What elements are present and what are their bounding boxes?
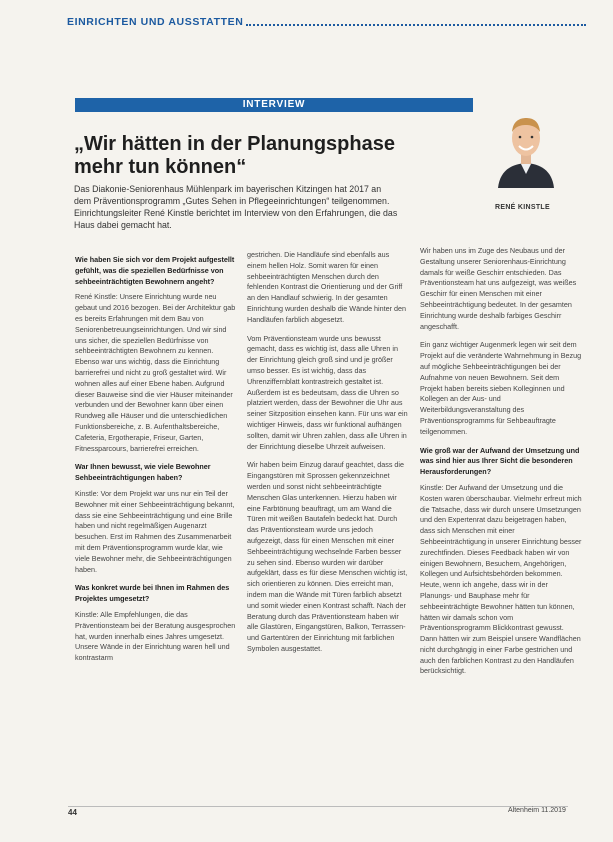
interview-question: Wie haben Sie sich vor dem Projekt aufgestellt gefühlt, was die speziellen Bedürfnisse von sehbeeinträchtigten Bewohnern angeht? <box>75 255 235 286</box>
portrait-photo <box>494 108 558 188</box>
portrait-caption: RENÉ KINSTLE <box>495 204 550 211</box>
text-column-1 <box>75 255 237 672</box>
interview-question: War Ihnen bewusst, wie viele Bewohner Sehbeeinträchtigungen haben? <box>75 462 211 483</box>
interview-answer: Ein ganz wichtiger Augenmerk legen wir seit dem Projekt auf die veränderte Wahrnehmung in Bezug auf mögliche Sehbeeinträchtigungen bei der Aufnahme von neuen Bewohnern. Seit dem Projekt haben bereits sieben Kolleginnen und Kollegen an der Aus- und Weiterbildungsveranstaltung des Präventionsprogramms für Sehbeauftragte teilgenommen. <box>420 340 582 436</box>
footer-rule <box>68 806 568 807</box>
interview-question: Wie groß war der Aufwand der Umsetzung und was sind hier aus Ihrer Sicht die besonderen Herausforderungen? <box>420 445 580 477</box>
interview-answer: René Kinstle: Unsere Einrichtung wurde neu gebaut und 2016 bezogen. Bei der Architektur gab es bereits Erfahrungen mit dem Bau von Seniorenbetreuungseinrichtungen. Und wir sind uns sicher, die speziellen Bedürfnisse von sehbeeinträchtigten Bewohnern zu kennen. Ebenso war uns wichtig, dass die Einrichtung barrierefrei und nicht zu groß gestaltet wird. Wir wohnen alles auf einer Ebene haben. Aufgrund dieser Bauweise sind die vier Häuser miteinander verbunden und der Bewohner kann über einen Rundweg alle Häuser und die unterschiedlichen Funktionsbereiche, z. B. Aufenthaltsbereiche, Cafeteria, Ergotherapie, Friseur, Garten, Fitnessparcours, barrierefrei erreichen. <box>75 292 236 453</box>
interview-banner: INTERVIEW <box>75 98 473 112</box>
interview-answer: Kinstle: Alle Empfehlungen, die das Präventionsteam bei der Beratung ausgesprochen hat, wurden innerhalb eines Jahres umgesetzt. Unsere Wände in der Einrichtung waren hell und kontrastarm <box>75 609 236 663</box>
section-divider <box>246 24 586 26</box>
interview-question: Was konkret wurde bei Ihnen im Rahmen des Projektes umgesetzt? <box>75 583 230 604</box>
text-column-3 <box>420 246 582 685</box>
interview-answer: Kinstle: Vor dem Projekt war uns nur ein Teil der Bewohner mit einer Sehbeeinträchtigung bekannt, dass sie eine Sehbeeinträchtigung und eine Brille haben und nicht regelmäßigen Augenarzt besuchen. Erst im Rahmen des Zusammenarbeit mit dem Präventionsprogramm wurde klar, wie viele Bewohner mehr, die Sehbeeinträchtigungen haben. <box>75 488 235 574</box>
interview-answer: Vom Präventionsteam wurde uns bewusst gemacht, dass es wichtig ist, dass alle Uhren in der Einrichtung gleich groß sind und je größer umso besser. Es ist wichtig, dass das Uhrenziffernblatt kontrastreich gestaltet ist. Außerdem ist es bedeutsam, dass die Uhren so platziert werden, dass der Bewohner die Uhr aus seiner Sitzposition einsehen kann. Für uns war ein wichtiger Hinweis, dass wir funktional aufhängen sollten, damit wir Uhren zahlen, dass alle Uhren in der Einrichtung dieselbe Uhrzeit aufweisen. <box>247 333 408 451</box>
person-portrait-icon <box>494 108 558 188</box>
magazine-issue: Altenheim 11.2019 <box>508 807 566 814</box>
interview-answer: Kinstle: Der Aufwand der Umsetzung und die Kosten waren überschaubar. Vielmehr erfreut mich die Tatsache, dass wir durch unsere Umsetzungen und den Expertenrat dazu beigetragen haben, dass sich Menschen mit einer Sehbeeinträchtigung in unserer Einrichtung besser zurechtfinden. Dieses Feedback haben wir von einigen Bewohnern, Besuchern, Angehörigen, Kollegen und Aufsichtsbehörden bekommen. Heute, wenn ich angehe, dass wir in der Planungs- und Bauphase mehr für sehbeeinträchtigte Bewohner hätten tun können, hätten wir damals schon vom Präventionsprogramm Blickkontrast gewusst. Dann hätten wir zum Beispiel unsere Wandflächen nicht durchgängig in einer Farbe gestrichen und auch den farblichen Kontrast zu den Handläufen berücksichtigt. <box>420 482 582 676</box>
article-intro: Das Diakonie-Seniorenhaus Mühlenpark im bayerischen Kitzingen hat 2017 an dem Präventionsprogramm „Gutes Sehen in Pflegeeinrichtungen“ teilgenommen. Einrichtungsleiter René Kinstle berichtet im Interview von den Erfahrungen, die das Haus dabei gemacht hat. <box>74 184 398 230</box>
article-headline: „Wir hätten in der Planungsphase mehr tun können“ <box>74 133 395 178</box>
section-tag: EINRICHTEN UND AUSSTATTEN <box>67 16 244 28</box>
text-column-2 <box>247 250 409 663</box>
interview-answer: Wir haben uns im Zuge des Neubaus und der Gestaltung unserer Seniorenhaus-Einrichtung damals für weiße Geschirr entschieden. Das Präventionsteam hat uns aufgezeigt, was weißes Geschirr für einen Menschen mit einer Sehbeeinträchtigung bedeutet. In der gesamten Einrichtung wurde deshalb farbiges Geschirr angeschafft. <box>420 246 577 331</box>
interview-answer: gestrichen. Die Handläufe sind ebenfalls aus einem hellen Holz. Somit waren für einen sehbeeinträchtigten Menschen durch den fehlenden Kontrast die Orientierung und der Griff an den Handlauf schwierig. In der gesamten Einrichtung wurden deshalb die Wände hinter den Handläufen farblich abgesetzt. <box>247 250 407 324</box>
interview-answer: Wir haben beim Einzug darauf geachtet, dass die Eingangstüren mit Sprossen gekennzeichnet werden und sonst nicht sehbeeinträchtigte Menschen Glas unterkennen. Hierzu haben wir eine Farbtönung beauftragt, um am Wand die Türen mit weißen Bautafeln bedeckt hat. Durch das Präventionsteam wurde uns jedoch aufgezeigt, dass für einen Menschen mit einer Sehbeeinträchtigung wechselnde Farben besser zu sehen sind. Ebenso wurden wir darüber aufgeklärt, dass es für diese Menschen wichtig ist, sich orientieren zu können. Dies erreicht man, indem man die Wände mit Türen farblich absetzt und somit wieder einen Kontrast schafft. Nach der Beratung durch das Präventionsteam haben wir alle Glastüren, Eingangstüren, Balkon, Terrassen- und Gartentüren der Einrichtung mit farblichen Symbolen ausgestattet. <box>247 460 408 653</box>
page-number: 44 <box>68 808 77 817</box>
